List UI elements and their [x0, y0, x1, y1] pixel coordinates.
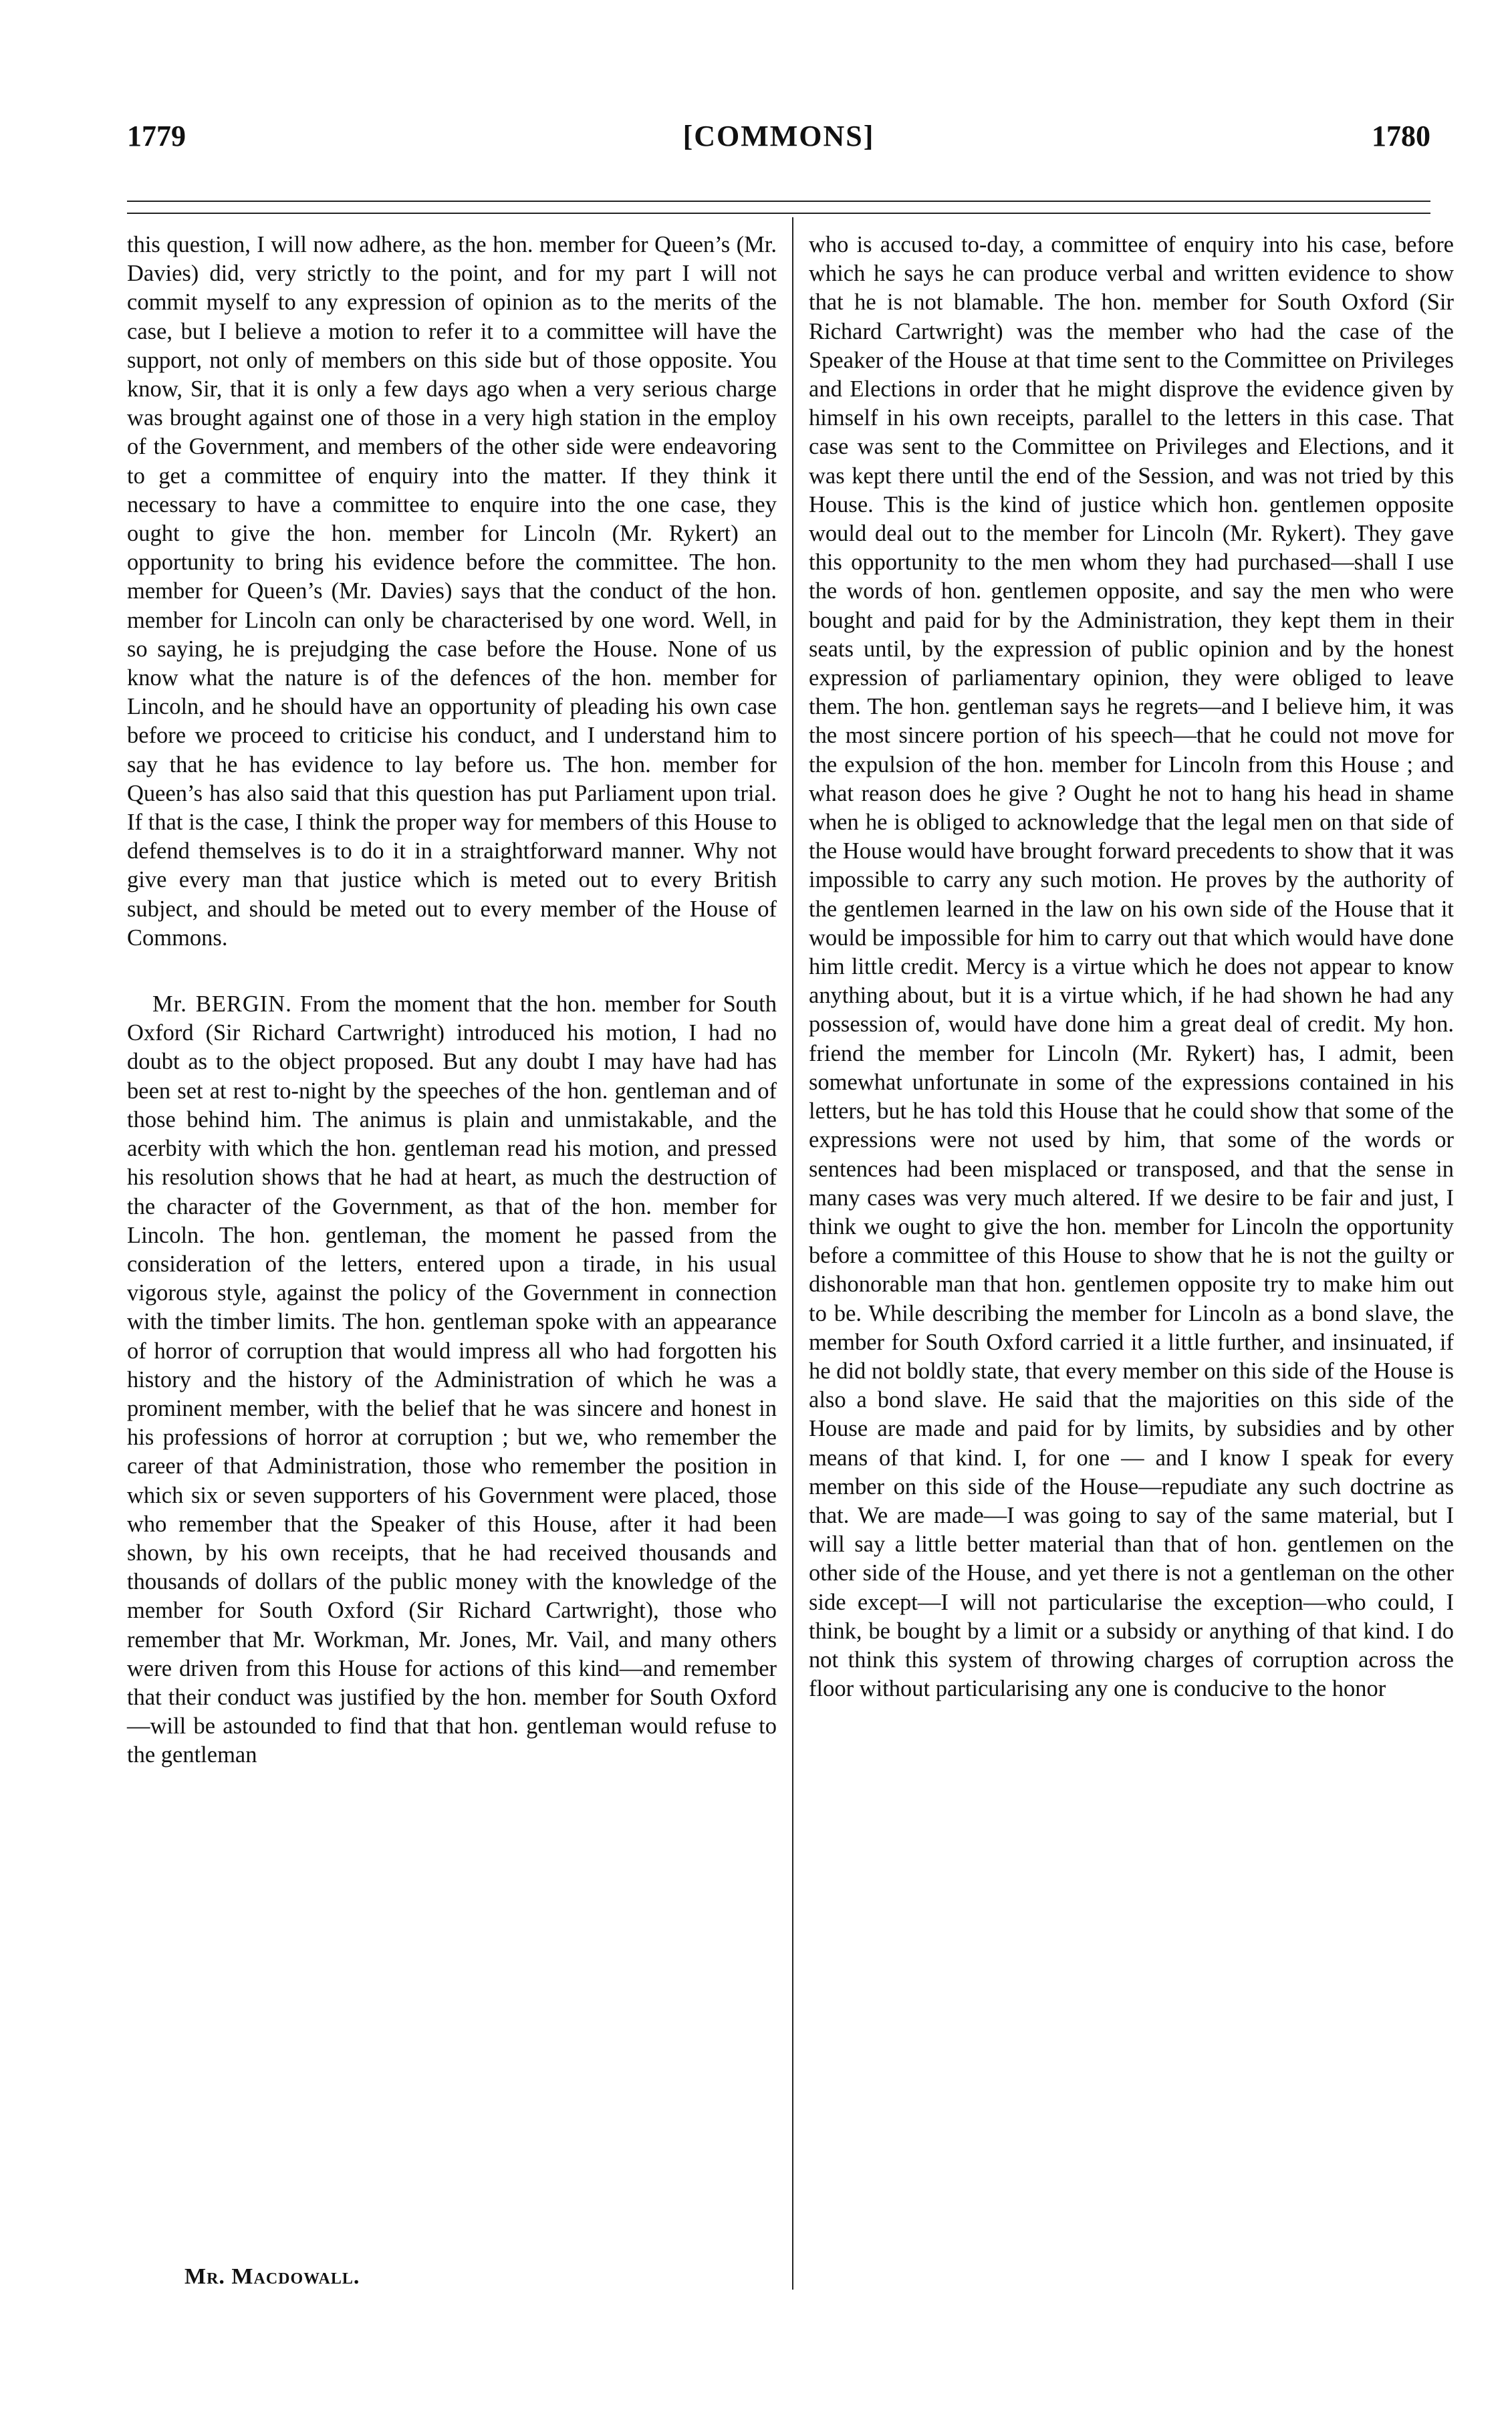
- chamber-title: [COMMONS]: [682, 120, 875, 152]
- left-page-number: 1779: [127, 120, 186, 152]
- header-rule-bottom: [127, 213, 1430, 214]
- left-paragraph-1: this question, I will now adhere, as the hon. member for Queen’s (Mr. Davies) did, very strictly to the point, and for my part I will not commit myself to any expression of opinion as to the merits of the case, but I believe a motion to refer it to a committee will have the support, not only of members on this side but of those opposite. You know, Sir, that it is only a few days ago when a very serious charge was brought against one of those in a very high station in the employ of the Government, and members of the other side were endeavoring to get a committee of enquiry into the matter. If they think it necessary to have a committee to enquire into the one case, they ought to give the hon. member for Lincoln (Mr. Rykert) an opportunity to bring his evidence before the committee. The hon. member for Queen’s (Mr. Davies) says that the conduct of the hon. member for Lincoln can only be characterised by one word. Well, in so saying, he is prejudging the case before the House. None of us know what the nature is of the defences of the hon. member for Lincoln, and he should have an opportunity of pleading his own case before we proceed to criticise his conduct, and I understand him to say that he has evidence to lay before us. The hon. member for Queen’s has also said that this question has put Parliament upon trial. If that is the case, I think the proper way for members of this House to defend themselves is to do it in a straightforward manner. Why not give every man that justice which is meted out to every British subject, and should be meted out to every member of the House of Commons.: [127, 232, 777, 951]
- speech-text: From the moment that the hon. member for South Oxford (Sir Richard Cartwright) introduced his motion, I had no doubt as to the object proposed. But any doubt I may have had has been set at rest to-night by the speeches of the hon. gentleman and of those behind him. The animus is plain and unmistakable, and the acerbity with which the hon. gentleman read his motion, and pressed his resolution shows that he had at heart, as much the destruction of the character of the Government, as that of the hon. member for Lincoln. The hon. gentleman, the moment he passed from the consideration of the letters, entered upon a tirade, in his usual vigorous style, against the policy of the Government in connection with the timber limits. The hon. gentleman spoke with an appearance of horror of corruption that would impress all who had forgotten his history and the history of the Administration of which he was a prominent member, with the belief that he was sincere and honest in his professions of horror at corruption ; but we, who remember the career of that Administration, those who remember the position in which six or seven supporters of his Government were placed, those who remember that the Speaker of this House, after it had been shown, by his own receipts, that he had received thousands and thousands of dollars of the public money with the knowledge of the member for South Oxford (Sir Richard Cartwright), those who remember that Mr. Workman, Mr. Jones, Mr. Vail, and many others were driven from this House for actions of this kind—and remember that their conduct was justified by the hon. member for South Oxford—will be astounded to find that that hon. gentleman would refuse to the gentleman: [127, 991, 777, 1768]
- footer-speaker-name: Mr. Macdowall.: [184, 2264, 360, 2289]
- right-paragraph-1: who is accused to-day, a committee of enquiry into his case, before which he says he can produce verbal and written evidence to show that he is not blamable. The hon. member for South Oxford (Sir Richard Cartwright) was the member who had the case of the Speaker of the House at that time sent to the Committee on Privileges and Elections in order that he might disprove the evidence given by himself in his own receipts, parallel to the letters in this case. That case was sent to the Committee on Privileges and Elections, and it was kept there until the end of the Session, and was not tried by this House. This is the kind of justice which hon. gentlemen opposite would deal out to the member for Lincoln (Mr. Rykert). They gave this opportunity to the men whom they had purchased—shall I use the words of hon. gentlemen opposite, and say the men who were bought and paid for by the Administration, they kept them in their seats until, by the expression of public opinion and by the honest expression of parliamentary opinion, they were obliged to leave them. The hon. gentleman says he regrets—and I believe him, it was the most sincere portion of his speech—that he could not move for the expulsion of the hon. member for Lincoln from this House ; and what reason does he give ? Ought he not to hang his head in shame when he is obliged to acknowledge that the legal men on that side of the House would have brought forward precedents to show that it was impossible to carry any such motion. He proves by the authority of the gentlemen learned in the law on his own side of the House that it would be impossible for him to carry out that which would have done him little credit. Mercy is a virtue which he does not appear to know anything about, but it is a virtue which, if he had shown he had any possession of, would have done him a great deal of credit. My hon. friend the member for Lincoln (Mr. Rykert) has, I admit, been somewhat unfortunate in some of the expressions contained in his letters, but he has told this House that he could show that some of the expressions were not used by him, that some of the words or sentences had been misplaced or transposed, and that the sense in many cases was very much altered. If we desire to be fair and just, I think we ought to give the hon. member for Lincoln the opportunity before a committee of this House to show that he is not the guilty or dishonorable man that hon. gentlemen opposite try to make him out to be. While describing the member for Lincoln as a bond slave, the member for South Oxford carried it a little further, and insinuated, if he did not boldly state, that every member on this side of the House is also a bond slave. He said that the majorities on this side of the House are made and paid for by limits, by subsidies and by other means of that kind. I, for one — and I know I speak for every member on this side of the House—repudiate any such doctrine as that. We are made—I was going to say of the same material, but I will say a little better material than that of hon. gentlemen on the other side of the House, and yet there is not a gentleman on the other side except—I will not particularise the exception—who could, I think, be bought by a limit or a subsidy or anything of that kind. I do not think this system of throwing charges of corruption across the floor without particularising any one is conducive to the honor: [809, 232, 1454, 1702]
- left-paragraph-2: [127, 990, 777, 1770]
- right-column: [809, 231, 1454, 1703]
- speaker-name: Mr. BERGIN.: [152, 991, 292, 1017]
- column-divider: [792, 217, 793, 2290]
- right-page-number: 1780: [1372, 120, 1430, 152]
- header-rule-top: [127, 201, 1430, 202]
- left-column: [127, 231, 777, 1770]
- page-header: [127, 119, 1430, 172]
